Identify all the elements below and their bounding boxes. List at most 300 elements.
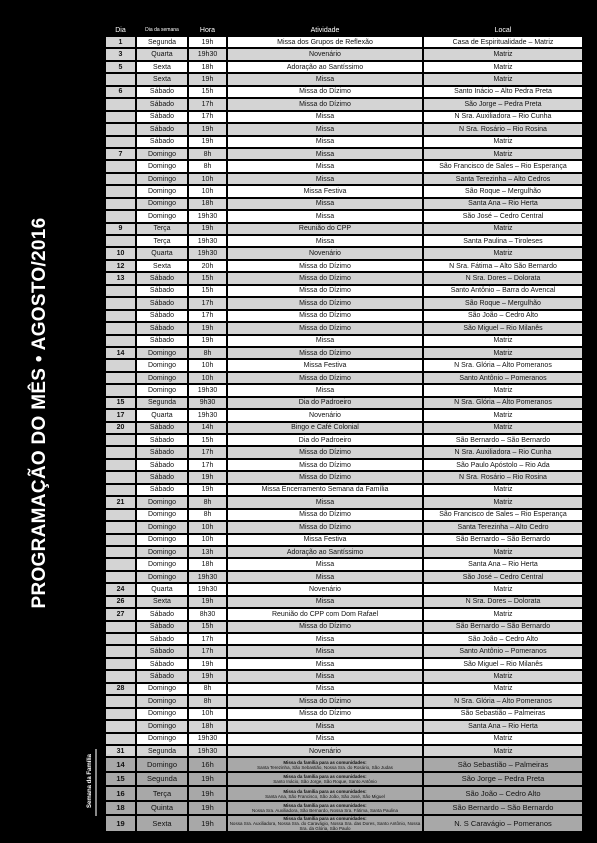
cell-weekday: Sexta	[137, 261, 187, 271]
cell-time: 15h	[189, 435, 226, 445]
cell-time: 18h	[189, 559, 226, 569]
cell-activity: Missa	[228, 161, 422, 171]
cell-weekday: Domingo	[137, 161, 187, 171]
cell-weekday: Quarta	[137, 248, 187, 258]
cell-activity	[228, 773, 422, 786]
cell-day	[106, 385, 135, 395]
cell-location: N Sra. Auxiliadora – Rio Cunha	[424, 447, 582, 457]
family-table-row	[106, 758, 582, 771]
cell-day	[106, 696, 135, 706]
cell-weekday: Quarta	[137, 49, 187, 59]
cell-time: 19h	[189, 37, 226, 47]
cell-time: 18h	[189, 199, 226, 209]
table-row	[106, 398, 582, 408]
cell-activity: Missa Festiva	[228, 186, 422, 196]
table-row	[106, 149, 582, 159]
cell-activity: Missa	[228, 634, 422, 644]
cell-day	[106, 659, 135, 669]
cell-time: 10h	[189, 360, 226, 370]
cell-location: São Miguel – Rio Milanês	[424, 659, 582, 669]
cell-day: 28	[106, 684, 135, 694]
cell-weekday: Sexta	[137, 74, 187, 84]
cell-time: 19h	[189, 124, 226, 134]
cell-activity: Missa	[228, 174, 422, 184]
cell-time: 10h	[189, 522, 226, 532]
cell-time: 8h	[189, 348, 226, 358]
cell-day	[106, 174, 135, 184]
cell-weekday: Sábado	[137, 99, 187, 109]
cell-time: 19h30	[189, 734, 226, 744]
cell-location: Matriz	[424, 497, 582, 507]
cell-activity: Novenário	[228, 746, 422, 756]
cell-day	[106, 447, 135, 457]
cell-location: Matriz	[424, 385, 582, 395]
cell-activity: Missa dos Grupos de Reflexão	[228, 37, 422, 47]
cell-day: 19	[106, 816, 135, 831]
cell-weekday: Domingo	[137, 559, 187, 569]
cell-day	[106, 323, 135, 333]
cell-activity: Missa	[228, 559, 422, 569]
cell-time: 15h	[189, 622, 226, 632]
cell-activity: Novenário	[228, 410, 422, 420]
cell-day	[106, 472, 135, 482]
cell-location: Santa Ana – Rio Herta	[424, 721, 582, 731]
cell-day	[106, 311, 135, 321]
cell-location: Matriz	[424, 248, 582, 258]
cell-activity: Missa	[228, 385, 422, 395]
cell-location: Matriz	[424, 547, 582, 557]
cell-time: 19h30	[189, 248, 226, 258]
cell-activity: Missa	[228, 572, 422, 582]
cell-activity: Novenário	[228, 49, 422, 59]
cell-time: 19h30	[189, 572, 226, 582]
cell-weekday: Sábado	[137, 423, 187, 433]
cell-activity	[228, 802, 422, 815]
cell-weekday: Sábado	[137, 435, 187, 445]
cell-day: 21	[106, 497, 135, 507]
cell-day: 17	[106, 410, 135, 420]
cell-activity: Missa do Dízimo	[228, 373, 422, 383]
cell-day	[106, 336, 135, 346]
cell-activity: Missa	[228, 124, 422, 134]
table-row	[106, 472, 582, 482]
table-row	[106, 261, 582, 271]
cell-weekday: Domingo	[137, 510, 187, 520]
cell-location: Matriz	[424, 734, 582, 744]
cell-day: 14	[106, 348, 135, 358]
cell-time: 19h	[189, 773, 226, 786]
cell-weekday: Sábado	[137, 87, 187, 97]
cell-activity: Reunião do CPP com Dom Rafael	[228, 609, 422, 619]
cell-time: 19h30	[189, 584, 226, 594]
cell-weekday: Domingo	[137, 211, 187, 221]
cell-location: São Francisco de Sales – Rio Esperança	[424, 510, 582, 520]
cell-location: São Bernardo – São Bernardo	[424, 802, 582, 815]
cell-weekday: Domingo	[137, 186, 187, 196]
cell-day	[106, 137, 135, 147]
cell-weekday: Domingo	[137, 373, 187, 383]
cell-time: 8h	[189, 510, 226, 520]
cell-time: 19h30	[189, 410, 226, 420]
cell-day: 16	[106, 787, 135, 800]
cell-day	[106, 124, 135, 134]
cell-activity: Missa do Dízimo	[228, 298, 422, 308]
family-mass-communities: Santa Ana, São Francisco, São João, São José, São Miguel	[265, 793, 385, 799]
table-row	[106, 248, 582, 258]
cell-day	[106, 572, 135, 582]
cell-weekday: Sábado	[137, 609, 187, 619]
cell-location: Matriz	[424, 49, 582, 59]
cell-activity: Missa do Dízimo	[228, 273, 422, 283]
cell-weekday: Sábado	[137, 646, 187, 656]
family-mass-communities: Nossa Sra. Auxiliadora, São Bernardo, Nossa Sra. Fátima, Santa Paulina	[251, 808, 399, 814]
cell-day: 7	[106, 149, 135, 159]
table-row	[106, 311, 582, 321]
cell-day	[106, 622, 135, 632]
cell-time: 15h	[189, 87, 226, 97]
cell-time: 19h30	[189, 385, 226, 395]
cell-time: 9h30	[189, 398, 226, 408]
cell-weekday: Sábado	[137, 460, 187, 470]
table-row	[106, 572, 582, 582]
cell-activity	[228, 816, 422, 831]
cell-location: Matriz	[424, 336, 582, 346]
col-header-dia: Dia	[115, 26, 126, 34]
cell-time: 17h	[189, 99, 226, 109]
cell-activity: Missa	[228, 597, 422, 607]
family-week-bracket	[95, 749, 97, 816]
table-row	[106, 547, 582, 557]
cell-location: Matriz	[424, 74, 582, 84]
cell-day: 13	[106, 273, 135, 283]
cell-time: 19h	[189, 816, 226, 831]
cell-time: 10h	[189, 709, 226, 719]
cell-location: N. S Caravágio – Pomeranos	[424, 816, 582, 831]
family-mass-communities: Santo Inácio, São Jorge, São Roque, Santo Antônio	[273, 779, 377, 785]
cell-location: Santa Ana – Rio Herta	[424, 199, 582, 209]
cell-day: 15	[106, 398, 135, 408]
cell-location: São Bernardo – São Bernardo	[424, 435, 582, 445]
cell-location: São Francisco de Sales – Rio Esperança	[424, 161, 582, 171]
cell-time: 19h30	[189, 49, 226, 59]
cell-time: 14h	[189, 423, 226, 433]
table-row	[106, 671, 582, 681]
cell-weekday: Domingo	[137, 535, 187, 545]
cell-location: Matriz	[424, 149, 582, 159]
cell-activity: Missa	[228, 336, 422, 346]
cell-weekday: Quarta	[137, 410, 187, 420]
cell-day: 5	[106, 62, 135, 72]
cell-day	[106, 535, 135, 545]
cell-weekday: Sábado	[137, 447, 187, 457]
cell-time: 8h	[189, 684, 226, 694]
cell-weekday: Sábado	[137, 273, 187, 283]
table-row	[106, 684, 582, 694]
table-row	[106, 460, 582, 470]
cell-location: São Paulo Apóstolo – Rio Ada	[424, 460, 582, 470]
cell-weekday: Domingo	[137, 572, 187, 582]
cell-weekday: Domingo	[137, 758, 187, 771]
cell-time: 15h	[189, 286, 226, 296]
cell-day	[106, 721, 135, 731]
cell-activity: Missa do Dízimo	[228, 510, 422, 520]
family-table-row	[106, 802, 582, 815]
table-row	[106, 124, 582, 134]
cell-time: 10h	[189, 186, 226, 196]
cell-time: 19h	[189, 787, 226, 800]
cell-activity: Missa do Dízimo	[228, 261, 422, 271]
cell-weekday: Sábado	[137, 336, 187, 346]
table-row	[106, 174, 582, 184]
cell-activity: Adoração ao Santíssimo	[228, 62, 422, 72]
cell-location: Matriz	[424, 62, 582, 72]
family-mass-heading: Missa da família para as comunidades:	[283, 788, 367, 794]
family-week-label: Semana da Família	[87, 753, 93, 809]
table-row	[106, 622, 582, 632]
table-row	[106, 62, 582, 72]
table-row	[106, 161, 582, 171]
cell-weekday: Domingo	[137, 149, 187, 159]
cell-activity: Novenário	[228, 248, 422, 258]
cell-activity: Missa	[228, 497, 422, 507]
table-row	[106, 137, 582, 147]
cell-day: 24	[106, 584, 135, 594]
cell-activity: Missa	[228, 659, 422, 669]
cell-time: 10h	[189, 535, 226, 545]
table-row	[106, 323, 582, 333]
cell-location: N Sra. Glória – Alto Pomeranos	[424, 398, 582, 408]
cell-location: Matriz	[424, 609, 582, 619]
cell-location: Matriz	[424, 224, 582, 234]
cell-day	[106, 559, 135, 569]
cell-weekday: Terça	[137, 224, 187, 234]
cell-day	[106, 99, 135, 109]
cell-location: Santo Antônio – Barra do Avencal	[424, 286, 582, 296]
cell-location: Matriz	[424, 348, 582, 358]
cell-location: Matriz	[424, 746, 582, 756]
cell-location: Santo Inácio – Alto Pedra Preta	[424, 87, 582, 97]
family-table-row	[106, 773, 582, 786]
cell-location: São Jorge – Pedra Preta	[424, 99, 582, 109]
table-row	[106, 87, 582, 97]
cell-location: N Sra. Fátima – Alto São Bernardo	[424, 261, 582, 271]
cell-day: 1	[106, 37, 135, 47]
cell-day	[106, 161, 135, 171]
cell-activity: Missa	[228, 734, 422, 744]
cell-time: 8h	[189, 149, 226, 159]
cell-activity: Missa do Dízimo	[228, 622, 422, 632]
cell-time: 19h	[189, 671, 226, 681]
cell-location: Casa de Espiritualidade – Matriz	[424, 37, 582, 47]
cell-location: Matriz	[424, 137, 582, 147]
cell-time: 15h	[189, 273, 226, 283]
cell-activity: Missa do Dízimo	[228, 460, 422, 470]
cell-activity: Missa do Dízimo	[228, 311, 422, 321]
cell-location: N Sra. Rosário – Rio Rosina	[424, 124, 582, 134]
cell-weekday: Domingo	[137, 547, 187, 557]
table-row	[106, 49, 582, 59]
table-row	[106, 373, 582, 383]
cell-location: Matriz	[424, 423, 582, 433]
table-row	[106, 497, 582, 507]
col-header-atividade: Atividade	[310, 26, 340, 34]
table-row	[106, 535, 582, 545]
cell-day	[106, 522, 135, 532]
table-row	[106, 510, 582, 520]
cell-time: 19h	[189, 659, 226, 669]
table-row	[106, 584, 582, 594]
cell-time: 17h	[189, 460, 226, 470]
cell-day	[106, 298, 135, 308]
cell-weekday: Sábado	[137, 622, 187, 632]
cell-activity: Missa	[228, 137, 422, 147]
table-row	[106, 597, 582, 607]
cell-weekday: Domingo	[137, 348, 187, 358]
cell-location: N Sra. Dores – Dolorata	[424, 273, 582, 283]
cell-location: São João – Cedro Alto	[424, 311, 582, 321]
cell-activity: Missa	[228, 149, 422, 159]
cell-location: N Sra. Rosário – Rio Rosina	[424, 472, 582, 482]
cell-day: 15	[106, 773, 135, 786]
cell-weekday: Sexta	[137, 62, 187, 72]
cell-activity: Missa	[228, 211, 422, 221]
cell-location: Santa Paulina – Tiroleses	[424, 236, 582, 246]
cell-day: 14	[106, 758, 135, 771]
cell-time: 19h	[189, 137, 226, 147]
cell-time: 19h30	[189, 236, 226, 246]
family-mass-heading: Missa da família para as comunidades:	[283, 774, 367, 780]
cell-activity: Missa	[228, 684, 422, 694]
cell-time: 17h	[189, 634, 226, 644]
cell-day	[106, 547, 135, 557]
cell-time: 8h	[189, 696, 226, 706]
cell-activity: Missa	[228, 199, 422, 209]
cell-location: Santa Terezinha – Alto Cedro	[424, 522, 582, 532]
cell-location: Matriz	[424, 584, 582, 594]
cell-day	[106, 460, 135, 470]
table-row	[106, 286, 582, 296]
cell-time: 19h	[189, 74, 226, 84]
cell-activity: Reunião do CPP	[228, 224, 422, 234]
cell-weekday: Domingo	[137, 522, 187, 532]
cell-activity: Missa do Dízimo	[228, 696, 422, 706]
cell-location: Santo Antônio – Pomeranos	[424, 373, 582, 383]
cell-weekday: Sexta	[137, 597, 187, 607]
table-row	[106, 435, 582, 445]
cell-activity: Missa do Dízimo	[228, 323, 422, 333]
table-row	[106, 696, 582, 706]
cell-location: São João – Cedro Alto	[424, 787, 582, 800]
cell-day: 20	[106, 423, 135, 433]
cell-weekday: Sábado	[137, 659, 187, 669]
table-row	[106, 609, 582, 619]
table-row	[106, 423, 582, 433]
table-row	[106, 447, 582, 457]
cell-location: São Bernardo – São Bernardo	[424, 535, 582, 545]
cell-activity: Missa	[228, 236, 422, 246]
cell-weekday: Domingo	[137, 734, 187, 744]
cell-day: 12	[106, 261, 135, 271]
schedule-table	[104, 23, 584, 833]
cell-weekday: Sábado	[137, 671, 187, 681]
family-mass-heading: Missa da família para as comunidades:	[283, 759, 367, 765]
cell-time: 18h	[189, 721, 226, 731]
cell-time: 19h30	[189, 211, 226, 221]
cell-day	[106, 435, 135, 445]
cell-location: N Sra. Glória – Alto Pomeranos	[424, 696, 582, 706]
cell-weekday: Domingo	[137, 721, 187, 731]
cell-weekday: Domingo	[137, 199, 187, 209]
table-row	[106, 646, 582, 656]
cell-location: Matriz	[424, 684, 582, 694]
cell-weekday: Sábado	[137, 323, 187, 333]
col-header-dia-semana: Dia da semana	[145, 27, 179, 33]
cell-time: 19h	[189, 336, 226, 346]
cell-day	[106, 74, 135, 84]
cell-location: São Miguel – Rio Milanês	[424, 323, 582, 333]
col-header-hora: Hora	[199, 26, 216, 34]
table-row	[106, 199, 582, 209]
cell-location: N Sra. Glória – Alto Pomeranos	[424, 360, 582, 370]
cell-location: Matriz	[424, 410, 582, 420]
cell-activity: Missa	[228, 74, 422, 84]
cell-weekday: Sábado	[137, 124, 187, 134]
cell-location: São Sebastião – Palmeiras	[424, 758, 582, 771]
cell-time: 8h30	[189, 609, 226, 619]
cell-location: Santo Antônio – Pomeranos	[424, 646, 582, 656]
cell-activity: Bingo e Café Colonial	[228, 423, 422, 433]
cell-time: 19h	[189, 323, 226, 333]
cell-location: N Sra. Dores – Dolorata	[424, 597, 582, 607]
cell-activity: Novenário	[228, 584, 422, 594]
cell-weekday: Sábado	[137, 634, 187, 644]
cell-time: 19h	[189, 802, 226, 815]
table-row	[106, 186, 582, 196]
cell-location: São José – Cedro Central	[424, 211, 582, 221]
cell-day	[106, 734, 135, 744]
cell-day	[106, 671, 135, 681]
cell-weekday: Segunda	[137, 746, 187, 756]
cell-weekday: Domingo	[137, 360, 187, 370]
cell-weekday: Domingo	[137, 497, 187, 507]
cell-weekday: Segunda	[137, 398, 187, 408]
table-row	[106, 99, 582, 109]
cell-day: 27	[106, 609, 135, 619]
cell-weekday: Sábado	[137, 298, 187, 308]
cell-weekday: Terça	[137, 236, 187, 246]
cell-day	[106, 709, 135, 719]
cell-weekday: Domingo	[137, 385, 187, 395]
cell-day	[106, 646, 135, 656]
cell-weekday: Sábado	[137, 472, 187, 482]
cell-day: 31	[106, 746, 135, 756]
cell-day: 10	[106, 248, 135, 258]
family-table-row	[106, 816, 582, 831]
cell-day	[106, 286, 135, 296]
cell-location: São Sebastião – Palmeiras	[424, 709, 582, 719]
cell-weekday: Sexta	[137, 816, 187, 831]
cell-day	[106, 360, 135, 370]
table-row	[106, 224, 582, 234]
cell-activity: Missa	[228, 721, 422, 731]
cell-time: 17h	[189, 311, 226, 321]
table-row	[106, 734, 582, 744]
cell-location: São Bernardo – São Bernardo	[424, 622, 582, 632]
cell-location: São João – Cedro Alto	[424, 634, 582, 644]
cell-weekday: Segunda	[137, 773, 187, 786]
table-row	[106, 211, 582, 221]
family-table-row	[106, 787, 582, 800]
